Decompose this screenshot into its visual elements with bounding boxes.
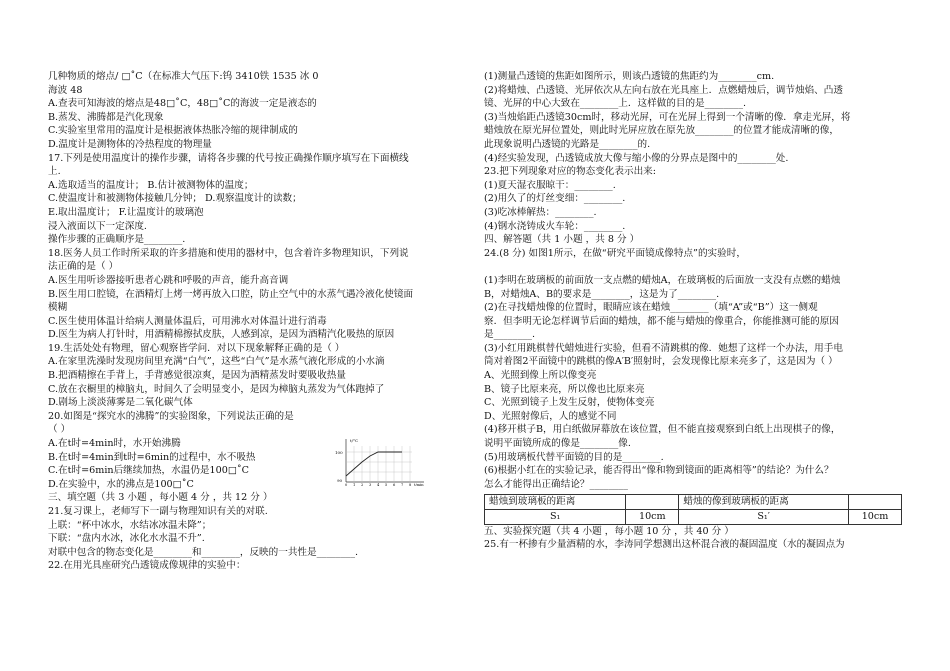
table-header: 蜡烛到玻璃板的距离 xyxy=(485,495,626,510)
table-header xyxy=(626,495,679,510)
right-text-line: 是________. xyxy=(484,329,536,341)
left-text-line: A.选取适当的温度计； B.估计被测物体的温度； xyxy=(48,179,254,191)
right-text-line: 蜡烛放在原光屏位置处，则此时光屏应放在原先放________的位置才能成清晰的像， xyxy=(484,125,839,137)
left-text-line: 19.生活处处有物理，留心观察皆学问．对以下现象解释正确的是（ ） xyxy=(48,342,345,354)
svg-text:5: 5 xyxy=(385,483,388,486)
left-text-line: 21.复习课上，老师写下一副与物理知识有关的对联. xyxy=(48,506,268,517)
graph-xlabel: t/min xyxy=(414,483,424,486)
left-text-line: E.取出温度计； F.让温度计的玻璃泡 xyxy=(48,206,204,218)
distance-table xyxy=(484,494,902,524)
left-text-line: 海波 48 xyxy=(48,84,83,96)
right-text-line: (2)用久了的灯丝变细：________. xyxy=(484,193,626,205)
svg-text:7: 7 xyxy=(401,483,404,486)
right-text-line: (2)将蜡烛、凸透镜、光屏依次从左向右放在光具座上．点燃蜡烛后，调节烛焰、凸透 xyxy=(484,84,843,96)
left-text-line: C.医生使用体温计给病人测量体温后，可用沸水对体温计进行消毒 xyxy=(48,315,327,327)
graph-ylabel: t/°C xyxy=(350,438,359,443)
left-text-line: D.医生为病人打针时，用酒精棉擦拭皮肤，人感到凉，是因为酒精汽化吸热的原因 xyxy=(48,329,395,341)
table-row xyxy=(485,510,902,525)
left-text-line: 22.在用光具座研究凸透镜成像规律的实验中： xyxy=(48,560,246,572)
table-header-row xyxy=(485,495,902,510)
svg-text:1: 1 xyxy=(353,483,356,486)
right-text-line: 说明平面镜所成的像是________像. xyxy=(484,438,631,450)
left-text-line: 上. xyxy=(48,166,61,178)
boiling-graph xyxy=(332,436,428,486)
left-text-line: B.在t时=4min到t时=6min的过程中，水不吸热 xyxy=(48,451,256,463)
right-text-line: (2)在寻找蜡烛像的位置时，眼睛应该在蜡烛________（填“A”或“B”）这一侧观 xyxy=(484,302,818,314)
left-text-line: 17.下列是使用温度计的操作步骤，请将各步骤的代号按正确操作顺序填写在下面横线 xyxy=(48,152,409,164)
left-text-line: A.查表可知海波的熔点是48□˚C，48□˚C的海波一定是液态的 xyxy=(48,98,317,110)
left-text-line: 对联中包含的物态变化是________和________，反映的一共性是________. xyxy=(48,546,359,558)
right-text-line: 镜、光屏的中心大致在________上．这样做的目的是________. xyxy=(484,98,747,110)
left-text-line: 三、填空题（共 3 小题 ，每小题 4 分 ，共 12 分 ） xyxy=(48,492,273,504)
left-text-line: C.放在衣橱里的樟脑丸，时间久了会明显变小，是因为樟脑丸蒸发为气体跑掉了 xyxy=(48,383,385,395)
right-text-line: 察．但李明无论怎样调节后面的蜡烛，都不能与蜡烛的像重合，你能推测可能的原因 xyxy=(484,315,839,327)
left-text-line: B.医生用口腔镜，在酒精灯上烤一烤再放入口腔，防止空气中的水蒸气遇冷液化使镜面 xyxy=(48,288,414,300)
left-text-line: D.温度计是测物体的冷热程度的物理量 xyxy=(48,138,212,150)
left-text-line: 操作步骤的正确顺序是________. xyxy=(48,234,186,246)
left-text-line: 20.如图是“探究水的沸腾”的实验图象，下列说法正确的是 xyxy=(48,410,294,422)
graph-ytick-100: 100 xyxy=(335,450,343,455)
left-text-line: A.在家里洗澡时发现房间里充满“白气”，这些“白气”是水蒸气液化形成的小水滴 xyxy=(48,356,385,368)
left-text-line: A.在t时=4min时，水开始沸腾 xyxy=(48,438,181,450)
right-text-line: (1)测量凸透镜的焦距如图所示，则该凸透镜的焦距约为________cm. xyxy=(484,71,775,82)
right-text-line: (1)李明在玻璃板的前面放一支点燃的蜡烛A，在玻璃板的后面放一支没有点燃的蜡烛 xyxy=(484,274,841,286)
table-cell: S₁′ xyxy=(679,510,849,525)
right-text-line: A、光照到像上所以像变亮 xyxy=(484,370,597,382)
graph-xticks xyxy=(345,483,412,486)
svg-text:2: 2 xyxy=(361,483,364,486)
table-cell: 10cm xyxy=(849,510,902,525)
left-column xyxy=(48,70,466,573)
right-text-line: (3)当烛焰距凸透镜30cm时，移动光屏，可在光屏上得到一个清晰的像．拿走光屏，将 xyxy=(484,111,851,123)
left-text-line: 下联：“盘内水冰，冰化水水温不升”. xyxy=(48,533,205,545)
right-text-line: C、光照到镜子上发生反射，使物体变亮 xyxy=(484,397,655,409)
right-text-line: B、镜子比原来亮，所以像也比原来亮 xyxy=(484,383,645,395)
right-text-line: 筒对着图2平面镜中的跳棋的像A′B′照射时，会发现像比原来亮多了，这是因为（ ） xyxy=(484,356,838,368)
right-text-line: D、光照射像后，人的感觉不同 xyxy=(484,410,617,422)
svg-text:8: 8 xyxy=(409,483,412,486)
right-text-line: (6)根据小红在的实验记录，能否得出“像和物到镜面的距离相等”的结论？为什么？ xyxy=(484,465,834,477)
left-text-line: C.在t时=6min后继续加热，水温仍是100□˚C xyxy=(48,465,250,477)
right-lines xyxy=(484,70,902,491)
left-text-line: C.使温度计和被测物体接触几分钟； D.观察温度计的读数； xyxy=(48,193,302,205)
right-text-line: (1)夏天湿衣服晾干：________. xyxy=(484,179,616,191)
left-text-line: D.在实验中，水的沸点是100□˚C xyxy=(48,478,194,490)
svg-text:0: 0 xyxy=(345,483,348,486)
svg-text:3: 3 xyxy=(369,483,372,486)
right-text-line: (3)吃冰棒解热：________. xyxy=(484,206,597,218)
left-text-line: （ ） xyxy=(48,424,71,436)
left-text-line: 几种物质的熔点/ □˚C（在标准大气压下:钨 3410铁 1535 冰 0 xyxy=(48,71,319,82)
svg-text:6: 6 xyxy=(393,483,396,486)
right-text-line: (3)小红用跳棋替代蜡烛进行实验，但看不清跳棋的像．她想了这样一个办法，用手电 xyxy=(484,342,843,354)
right-text-line: 此现象说明凸透镜的光路是________的. xyxy=(484,138,651,150)
right-text-line: 五、实验探究题（共 4 小题 ，每小题 10 分 ，共 40 分 ） xyxy=(484,525,734,537)
right-text-line: 四、解答题（共 1 小题 ，共 8 分 ） xyxy=(484,234,640,246)
left-text-line: 18.医务人员工作时所采取的许多措施和使用的器材中，包含着许多物理知识，下列说 xyxy=(48,247,409,259)
right-column xyxy=(484,70,902,552)
left-text-line: A.医生用听诊器接听患者心跳和呼吸的声音，能升高音调 xyxy=(48,274,289,286)
right-text-line: 24.(8 分) 如图1所示，在做“研究平面镜成像特点”的实验时， xyxy=(484,247,746,259)
right-text-line: 23.把下列现象对应的物态变化表示出来: xyxy=(484,166,656,178)
left-text-line: 浸入液面以下一定深度. xyxy=(48,220,147,232)
right-text-line: 25.有一杯掺有少量酒精的水，李涛同学想测出这杯混合液的凝固温度（水的凝固点为 xyxy=(484,539,845,551)
table-cell: 10cm xyxy=(626,510,679,525)
left-text-line: D.剧场上淡淡薄雾是二氧化碳气体 xyxy=(48,397,193,409)
table-cell: S₁ xyxy=(485,510,626,525)
left-text-line: 模糊 xyxy=(48,302,68,314)
left-text-line: 法正确的是（ ） xyxy=(48,261,119,273)
right-after-lines xyxy=(484,525,902,552)
right-text-line: (5)用玻璃板代替平面镜的目的是________. xyxy=(484,451,664,463)
right-text-line: (4)移开棋子B，用白纸做屏幕放在该位置，但不能直接观察到白纸上出现棋子的像， xyxy=(484,424,841,436)
right-text-line: 怎么才能得出正确结论？________ xyxy=(484,478,628,490)
right-text-line: (4)经实验发现，凸透镜成放大像与缩小像的分界点是图中的________处. xyxy=(484,152,789,164)
svg-text:4: 4 xyxy=(377,483,380,486)
right-text-line xyxy=(484,260,902,274)
left-text-line: B.蒸发、沸腾都是汽化现象 xyxy=(48,111,164,123)
left-text-line: C.实验室里常用的温度计是根据液体热胀冷缩的规律制成的 xyxy=(48,125,298,137)
table-header: 蜡烛的像到玻璃板的距离 xyxy=(679,495,849,510)
table-header xyxy=(849,495,902,510)
right-text-line: B，对蜡烛A、B的要求是________，这是为了________. xyxy=(484,288,720,300)
temperature-curve xyxy=(346,452,402,476)
grid xyxy=(346,446,412,482)
left-text-line: 上联：“杯中冰水，水结冰冰温未降”； xyxy=(48,519,212,531)
right-text-line: (4)钢水浇铸成火车轮：________. xyxy=(484,220,626,232)
left-text-line: B.把酒精擦在手背上，手背感觉很凉爽，是因为酒精蒸发时要吸收热量 xyxy=(48,370,346,382)
graph-ytick-90: 90 xyxy=(337,478,343,483)
